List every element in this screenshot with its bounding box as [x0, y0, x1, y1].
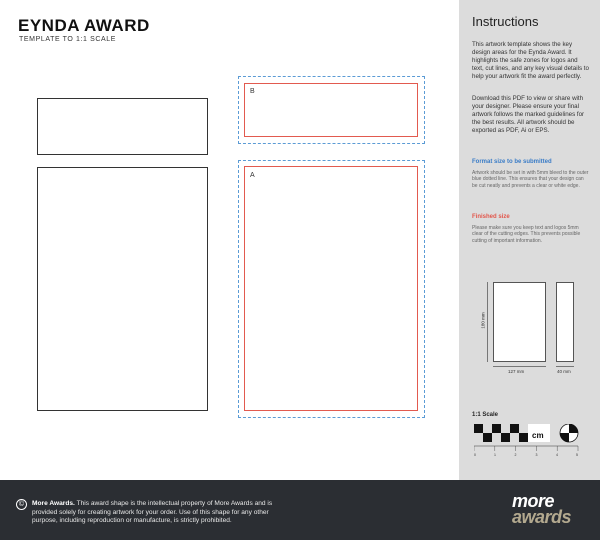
- zone-b-label: B: [250, 88, 255, 95]
- side-dimension-box: [556, 282, 574, 362]
- width-dimension-line: [493, 366, 546, 367]
- top-panel-outline: [37, 98, 208, 155]
- footer-notice: [32, 500, 292, 526]
- scale-tick-4: 4: [556, 453, 558, 457]
- page-subtitle: TEMPLATE TO 1:1 SCALE: [19, 36, 117, 43]
- zone-a-label: A: [250, 172, 255, 179]
- format-size-title: Format size to be submitted: [472, 159, 552, 165]
- scale-tick-5: 5: [576, 453, 578, 457]
- scale-bar: [474, 424, 586, 460]
- front-dimension-box: [493, 282, 546, 362]
- logo-awards: awards: [512, 507, 572, 527]
- footer-brand: More Awards.: [32, 500, 75, 507]
- depth-dimension-line: [556, 366, 574, 367]
- target-icon: [560, 424, 578, 442]
- finished-size-title: Finished size: [472, 214, 510, 220]
- page-title: EYNDA AWARD: [18, 16, 150, 35]
- scale-label: 1:1 Scale: [472, 412, 499, 418]
- scale-unit: cm: [532, 431, 544, 440]
- scale-tick-1: 1: [494, 453, 496, 457]
- checker-pattern: [474, 424, 528, 442]
- main-panel-outline: [37, 167, 208, 411]
- instructions-intro: This artwork template shows the key design areas for the Eynda Award. It highlights the safe zones for logos and text, cut lines, and any key visual details to help your artwork fit the award perfectly.: [472, 41, 589, 80]
- depth-dimension-label: 40 mm: [557, 369, 571, 374]
- format-size-text: Artwork should be set in with 5mm bleed to the outer blue dotted line. This ensures that your design can be cut neatly and prevents a clear or white edge.: [472, 170, 589, 189]
- height-dimension-label: 180 mm: [480, 312, 486, 329]
- copyright-icon: ©: [16, 499, 27, 510]
- footer-notice-text: This award shape is the intellectual property of More Awards and is provided solely for creating artwork for your order. Use of this shape for any other purpose, including reproduction or manufacture, is strictly prohibited.: [32, 500, 273, 525]
- zone-a-trim-line: [244, 166, 418, 411]
- finished-size-text: Please make sure you keep text and logos 5mm clear of the cutting edges. This prevents possible cutting of important information.: [472, 225, 581, 244]
- instructions-heading: Instructions: [472, 14, 539, 29]
- instructions-download: Download this PDF to view or share with your designer. Please ensure your final artwork follows the marked guidelines for the best results. All artwork should be exported as PDF, Ai or EPS.: [472, 95, 585, 134]
- scale-tick-3: 3: [535, 453, 538, 457]
- zone-b-trim-line: [244, 83, 418, 137]
- scale-tick-2: 2: [514, 453, 517, 457]
- width-dimension-label: 127 mm: [508, 369, 525, 374]
- height-dimension-line: [487, 282, 488, 362]
- logo-more: more: [512, 491, 555, 511]
- scale-tick-0: 0: [474, 453, 476, 457]
